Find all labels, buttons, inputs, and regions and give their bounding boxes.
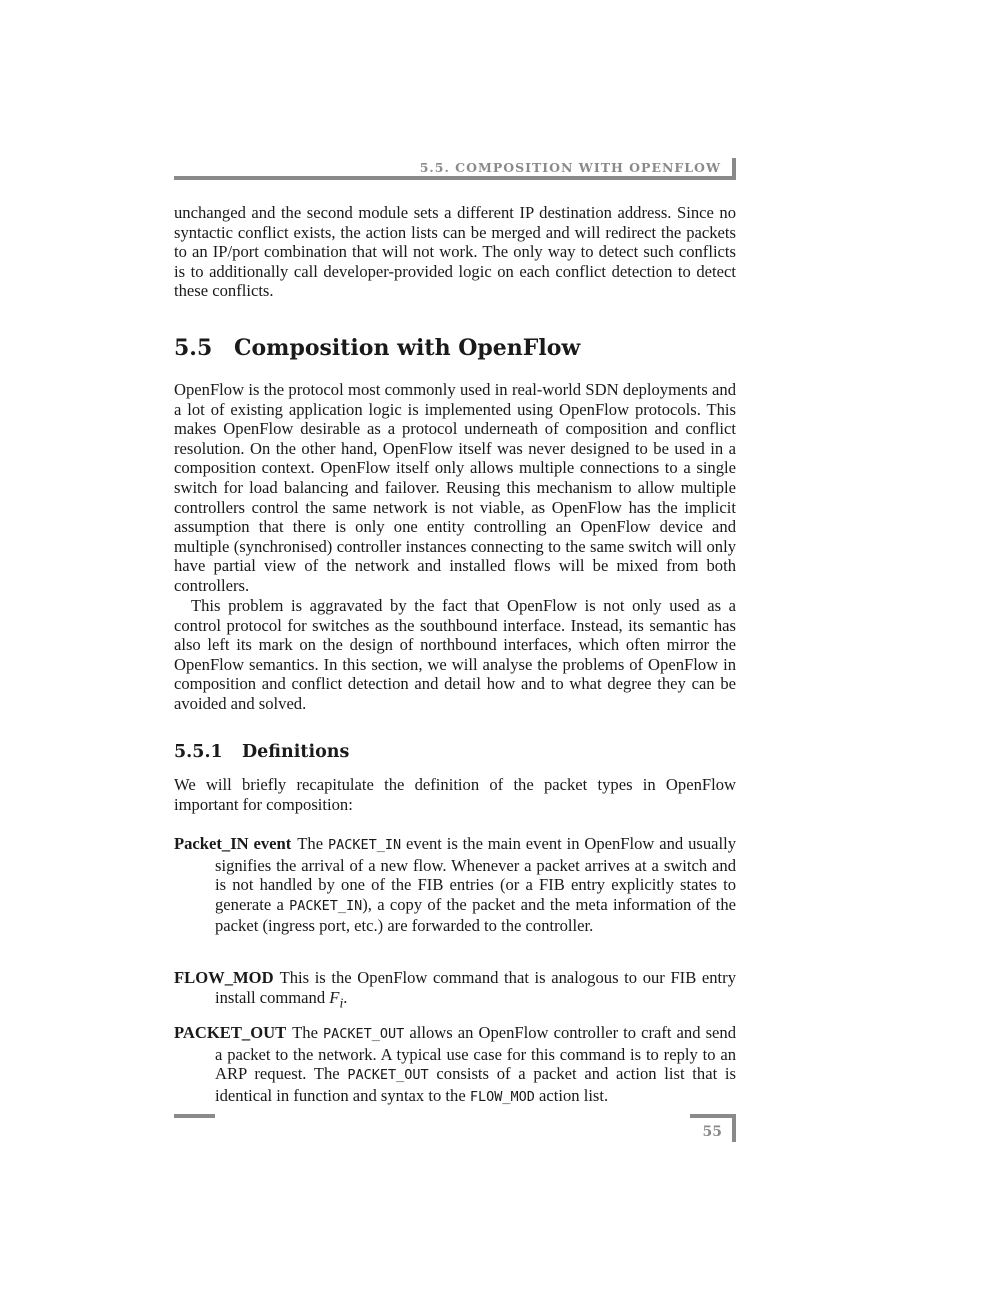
subsection-number: 5.5.1 bbox=[174, 742, 223, 762]
subsection-title: Definitions bbox=[242, 742, 350, 762]
definition-packet-out bbox=[174, 1023, 736, 1107]
math-variable: $F_i$ bbox=[329, 987, 344, 1010]
definition-text: ), a copy of the packet and the meta information of the packet (ingress port, etc.) are forwarded to the controller. bbox=[215, 894, 736, 936]
definition-term: FLOW_MOD bbox=[174, 968, 274, 987]
code-term: PACKET_OUT bbox=[323, 1026, 405, 1042]
definition-term: PACKET_OUT bbox=[174, 1023, 287, 1042]
section-heading bbox=[174, 333, 736, 363]
code-term: PACKET_OUT bbox=[347, 1067, 429, 1084]
definition-text: The bbox=[297, 834, 328, 853]
definition-text: allows an OpenFlow controller to craft and send a packet to the network. A typical use case for this command is to reply to an ARP request. The bbox=[215, 1023, 736, 1084]
definition-text: event is the main event in OpenFlow and usually signifies the arrival of a new flow. Whenever a packet arrives at a switch and is not handled by one of the FIB entries (or a FIB entry explicitly states to generate a bbox=[215, 834, 736, 914]
definition-text: The bbox=[292, 1023, 324, 1042]
subsection-heading bbox=[174, 740, 736, 764]
section-paragraph-1: OpenFlow is the protocol most commonly used in real-world SDN deployments and a lot of existing application logic is implemented using OpenFlow protocols. This makes OpenFlow desirable as a protocol underneath of composition and conflict resolution. On the other hand, OpenFlow itself was never designed to be used in a composition context. OpenFlow itself only allows multiple connections to a single switch for load balancing and failover. Reusing this mechanism to allow multiple controllers control the same network is not viable, as OpenFlow has the implicit assumption that there is only one entity controlling an OpenFlow device and multiple (synchronised) controller instances connecting to the same switch will only have partial view of the network and installed flows will be mixed from both controllers. bbox=[174, 380, 736, 595]
page-number: 55 bbox=[690, 1114, 736, 1142]
code-term: PACKET_IN bbox=[327, 837, 402, 853]
running-head: 5.5. COMPOSITION WITH OPENFLOW bbox=[174, 158, 736, 180]
definition-text: . bbox=[343, 987, 348, 1007]
definition-text: This is the OpenFlow command that is analogous to our FIB entry install command bbox=[215, 968, 736, 1007]
section-paragraph-2: This problem is aggravated by the fact that OpenFlow is not only used as a control protocol for switches as the southbound interface. Instead, its semantic has also left its mark on the design of northbound interfaces, which often mirror the OpenFlow semantics. In this section, we will analyse the problems of OpenFlow in composition and conflict detection and detail how and to what degree they can be avoided and solved. bbox=[174, 596, 736, 713]
subsection-intro: We will briefly recapitulate the definition of the packet types in OpenFlow important for composition: bbox=[174, 775, 736, 814]
definition-text: consists of a packet and action list that is identical in function and syntax to the bbox=[215, 1064, 736, 1105]
definition-flow-mod bbox=[174, 968, 736, 1013]
definition-term: Packet_IN event bbox=[174, 834, 292, 853]
intro-paragraph: unchanged and the second module sets a different IP destination address. Since no syntactic conflict exists, the action lists can be merged and will redirect the packets to an IP/port combination that will not work. The only way to detect such conflicts is to additionally call developer-provided logic on each conflict detection to detect these conflicts. bbox=[174, 203, 736, 301]
definition-text: action list. bbox=[534, 1085, 609, 1105]
code-term: PACKET_IN bbox=[289, 897, 363, 914]
section-title: Composition with OpenFlow bbox=[234, 335, 581, 361]
footer-rule bbox=[174, 1114, 215, 1118]
section-number: 5.5 bbox=[174, 335, 213, 361]
definition-packet-in bbox=[174, 834, 736, 936]
code-term: FLOW_MOD bbox=[469, 1088, 535, 1105]
